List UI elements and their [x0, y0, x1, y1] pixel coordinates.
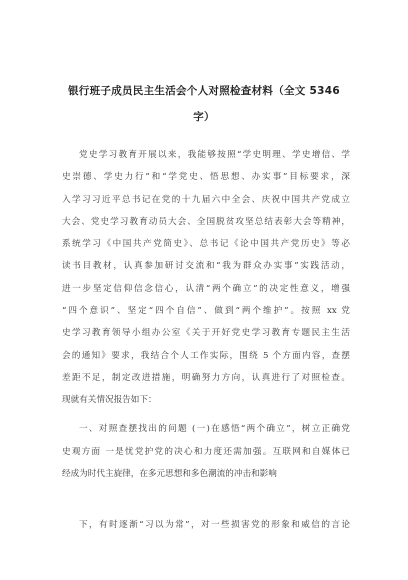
paragraph-line: 史观方面 一是忧党护党的决心和力度还需加强。互联网和自媒体已 [62, 446, 350, 457]
paragraph-line: 读书目教材，认真参加研讨交流和“我为群众办实事”实践活动， [62, 261, 350, 272]
document-title [48, 78, 360, 130]
paragraph-line: 党史学习教育开展以来，我能够按照“学史明理、学史增信、学 [79, 150, 350, 160]
paragraph-line: 进一步坚定信仰信念信心，认清“两个确立”的决定性意义，增强 [62, 283, 350, 294]
title-line: 字） [193, 111, 215, 123]
paragraph-line: 史学习教育领导小组办公室《关于开好党史学习教育专题民主生活 [62, 328, 350, 339]
paragraph-continued [62, 518, 350, 530]
paragraph-line: 系统学习《中国共产党简史》、总书记《论中国共产党历史》等必 [62, 239, 350, 250]
paragraph-line: 差距不足，制定改进措施，明确努力方向，认真进行了对照检查。 [62, 372, 350, 383]
paragraph-section-one [62, 418, 350, 486]
paragraph-line: 一、对照查摆找出的问题 (一)在感悟“两个确立”，树立正确党 [79, 424, 350, 434]
paragraph-line: 经成为时代主旋律，在多元思想和多色潮流的冲击和影响 [62, 469, 277, 479]
title-line: 银行班子成员民主生活会个人对照检查材料（全文 5346 [68, 85, 340, 97]
paragraph-line: “四个意识”、坚定“四个自信”、做到“两个维护”。按照 xx 党 [62, 306, 350, 317]
paragraph-line: 会的通知》要求，我结合个人工作实际，围绕 5 个方面内容，查摆 [62, 350, 350, 361]
paragraph-line: 大会、党史学习教育动员大会、全国脱贫攻坚总结表彰大会等精神， [62, 216, 350, 227]
paragraph-line: 入学习习近平总书记在党的十九届六中全会、庆祝中国共产党成立 [62, 194, 350, 205]
paragraph-intro [62, 144, 350, 412]
paragraph-line: 史崇德、学史力行”和“学党史、悟思想、办实事”目标要求，深 [62, 172, 350, 183]
paragraph-line: 现就有关情况报告如下： [62, 395, 157, 406]
paragraph-line: 下，有时逐渐“习以为常”，对一些损害党的形象和威信的言论 [79, 520, 350, 530]
